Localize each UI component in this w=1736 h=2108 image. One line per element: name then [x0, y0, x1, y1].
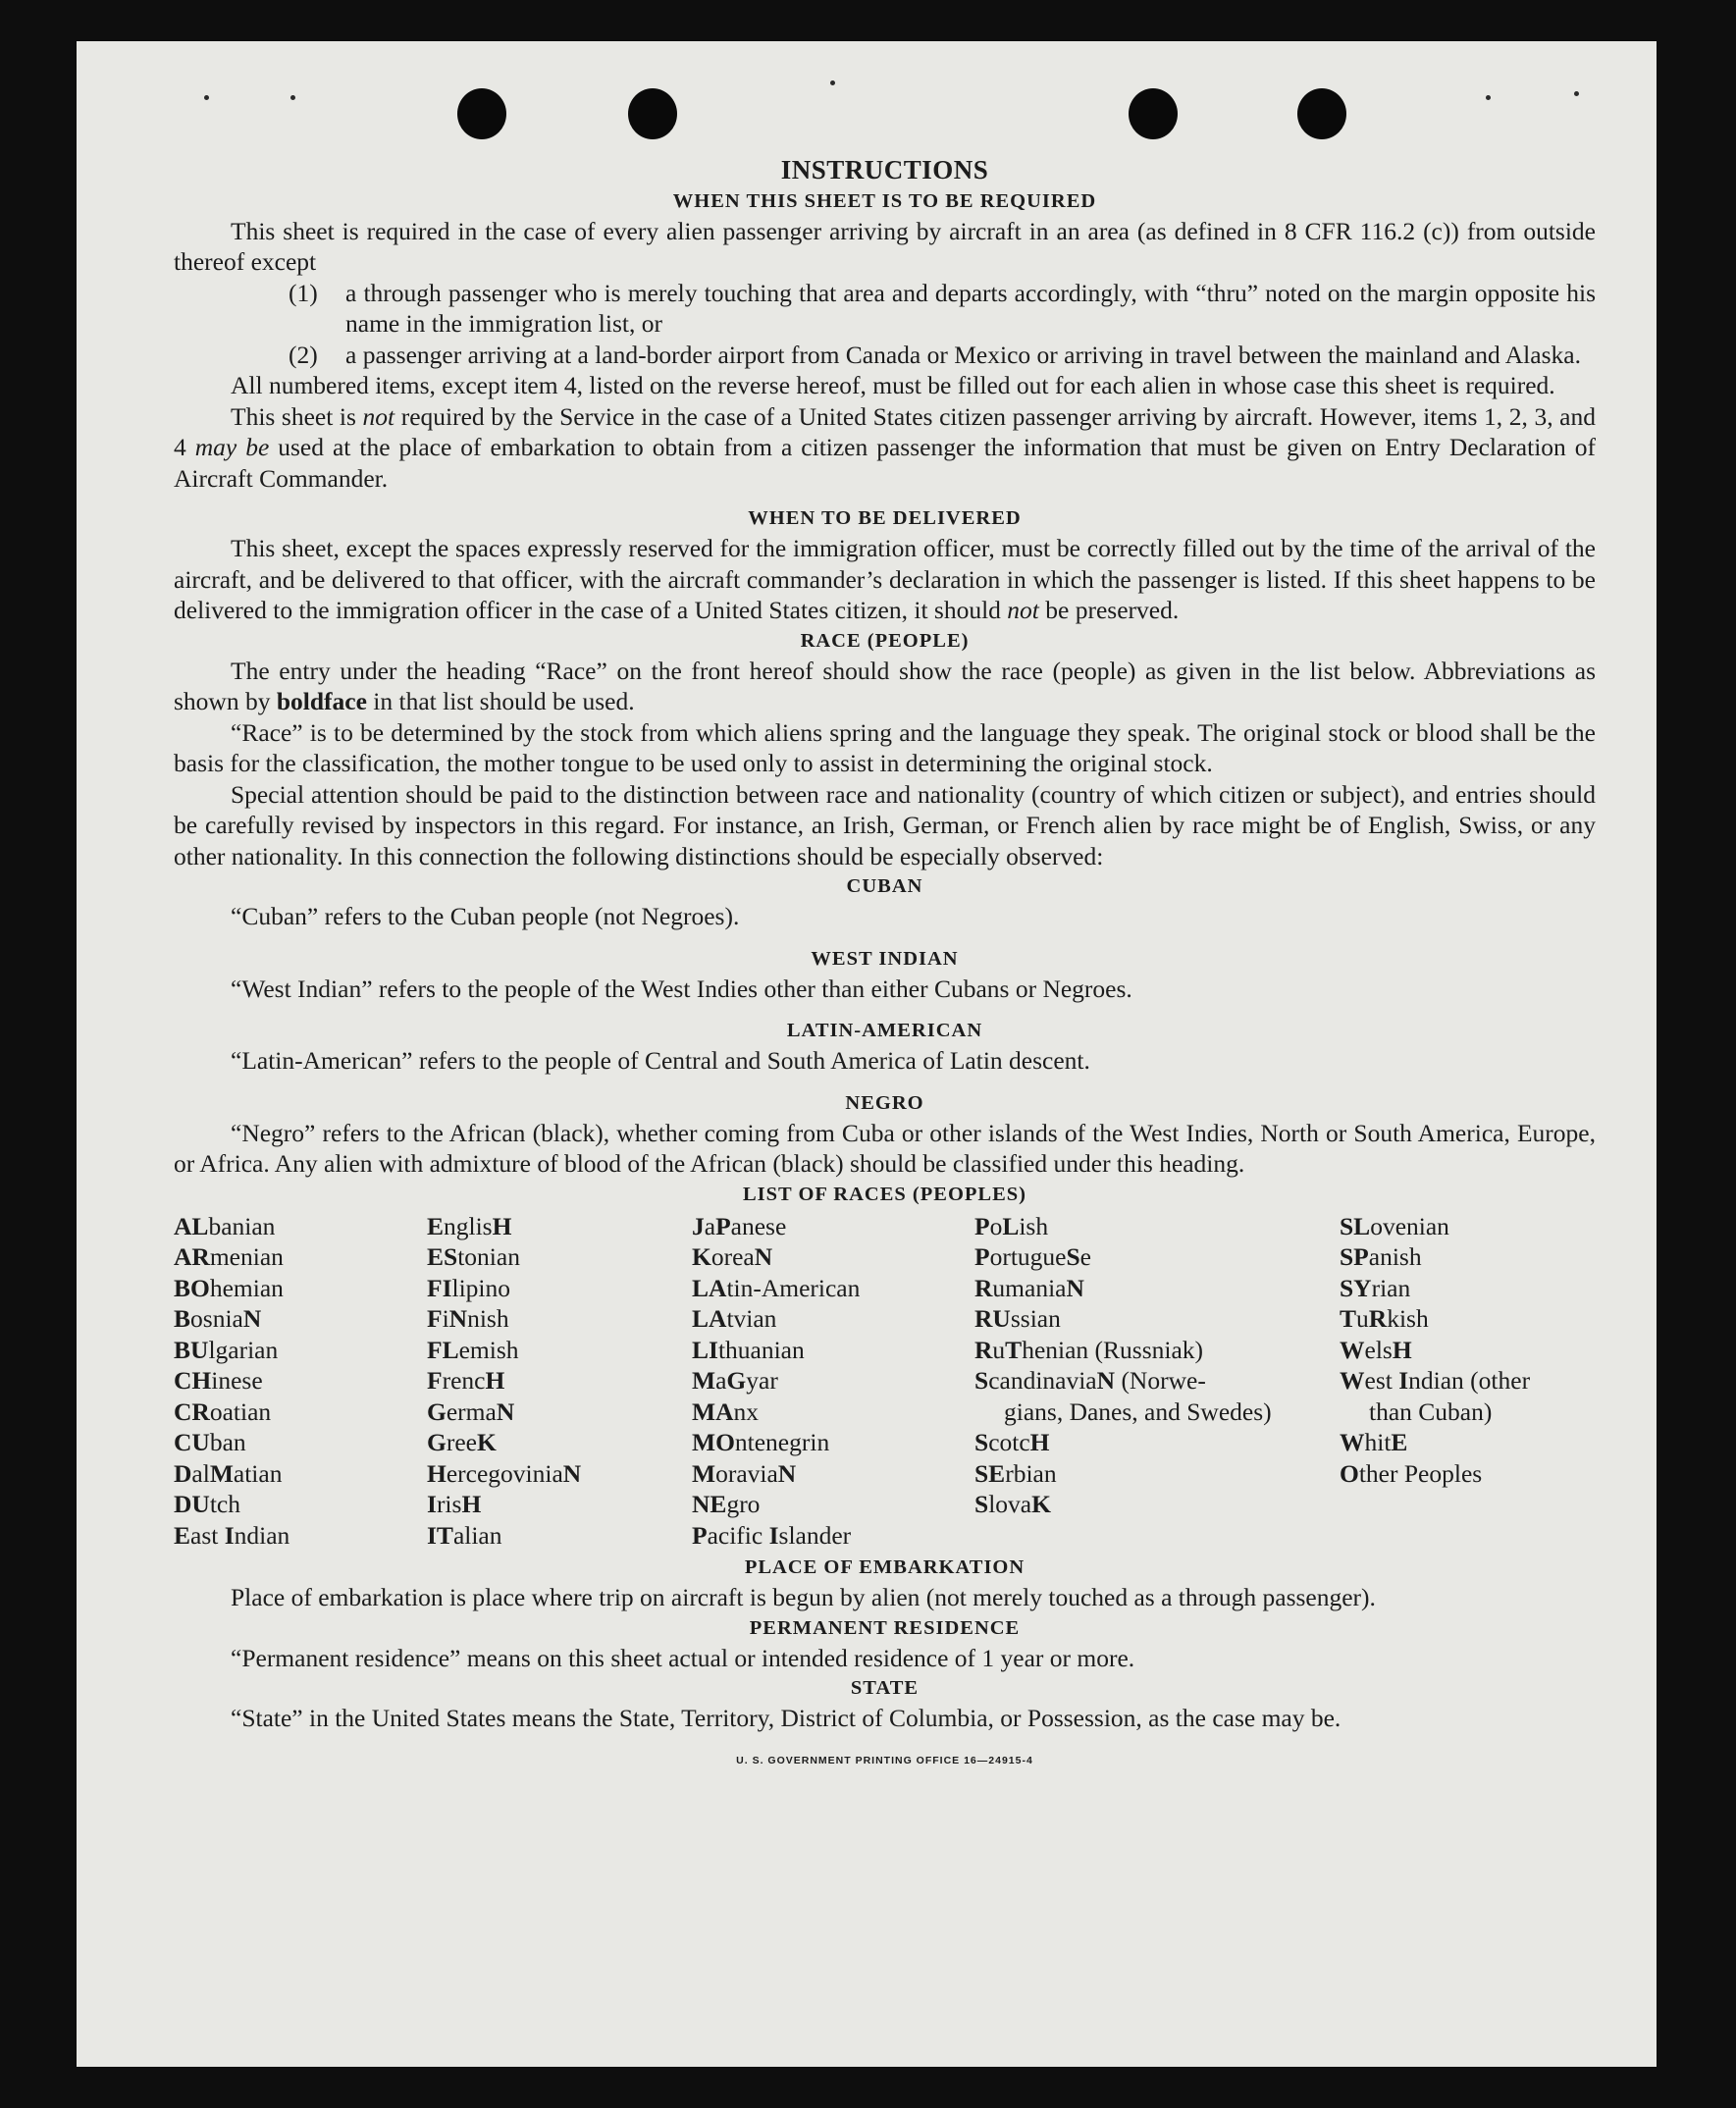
race-column [427, 1211, 692, 1552]
race-entry: NEgro [692, 1490, 761, 1518]
race-entry: ScandinaviaN (Norwe- gians, Danes, and Swedes) [974, 1366, 1272, 1426]
race-entry: PortugueSe [974, 1242, 1091, 1271]
race-column [174, 1211, 427, 1552]
instructions-body [174, 116, 1596, 1776]
race-entry: JaPanese [692, 1211, 787, 1240]
section-heading: NEGRO [845, 1091, 924, 1114]
race-entry: FLemish [427, 1335, 519, 1364]
paragraph: Place of embarkation is place where trip on aircraft is begun by alien (not merely touched as a through passenger). [231, 1583, 1376, 1611]
paragraph: “Permanent residence” means on this sheet actual or intended residence of 1 year or more. [231, 1643, 1135, 1672]
race-entry: EStonian [427, 1242, 520, 1271]
speck-mark [1574, 91, 1579, 96]
speck-mark [290, 95, 295, 100]
race-list [174, 1211, 1596, 1552]
race-entry: KoreaN [692, 1242, 773, 1271]
speck-mark [1486, 95, 1491, 100]
race-entry: Other Peoples [1340, 1458, 1483, 1488]
race-entry: LAtvian [692, 1304, 777, 1333]
race-entry: DUtch [174, 1490, 240, 1518]
item-number: (2) [289, 340, 318, 369]
paragraph: This sheet is required in the case of every alien passenger arriving by aircraft in an area (as defined in 8 CFR 116.2 (c)) from outside thereof except [174, 216, 1596, 276]
paragraph: This sheet, except the spaces expressly reserved for the immigration officer, must be correctly filled out by the time of the arrival of the aircraft, and be delivered to that officer, with the aircraft commander’s declaration in which the passenger is listed. If this sheet happens to be delivered to the immigration officer in the case of a United States citizen, it should not be preserved. [174, 534, 1596, 624]
document-page [77, 41, 1657, 2067]
race-entry: West Indian (other than Cuban) [1340, 1366, 1531, 1426]
race-column [974, 1211, 1340, 1552]
paragraph: Special attention should be paid to the distinction between race and nationality (country of which citizen or subject), and entries should be carefully revised by inspectors in this regard. For instance, an Irish, German, or French alien by race might be of English, Swiss, or any other nationality. In this connection the following distinctions should be especially observed: [174, 779, 1596, 870]
section-heading: PLACE OF EMBARKATION [744, 1556, 1026, 1578]
race-entry: LAtin-American [692, 1273, 861, 1302]
race-entry: PoLish [974, 1211, 1049, 1240]
race-entry: MaGyar [692, 1366, 778, 1395]
section-heading: WEST INDIAN [811, 947, 959, 970]
race-entry: MOntenegrin [692, 1428, 830, 1456]
paragraph: “Latin-American” refers to the people of Central and South America of Latin descent. [231, 1046, 1090, 1075]
race-entry: BOhemian [174, 1273, 284, 1302]
race-entry: CHinese [174, 1366, 263, 1395]
race-entry: SYrian [1340, 1273, 1411, 1302]
item-text: a through passenger who is merely touching that area and departs accordingly, with “thru” noted on the margin opposite his name in the immigration list, or [345, 278, 1596, 338]
paragraph: “State” in the United States means the State, Territory, District of Columbia, or Possession, as the case may be. [231, 1704, 1341, 1732]
race-entry: GermaN [427, 1397, 515, 1426]
race-entry: FrencH [427, 1366, 505, 1395]
paragraph: All numbered items, except item 4, listed on the reverse hereof, must be filled out for each alien in whose case this sheet is required. [231, 371, 1555, 399]
section-heading: RACE (PEOPLE) [800, 629, 970, 652]
race-entry: CUban [174, 1428, 246, 1456]
race-entry: ScotcH [974, 1428, 1050, 1456]
race-entry: WhitE [1340, 1428, 1408, 1456]
speck-mark [204, 95, 209, 100]
section-heading: WHEN TO BE DELIVERED [748, 507, 1022, 529]
race-entry: BosniaN [174, 1304, 262, 1333]
race-entry: HercegoviniaN [427, 1458, 582, 1488]
race-entry: TuRkish [1340, 1304, 1429, 1333]
item-text: a passenger arriving at a land-border airport from Canada or Mexico or arriving in travel between the mainland and Alaska. [345, 340, 1581, 369]
enumerated-item [174, 278, 1596, 340]
paragraph: “Cuban” refers to the Cuban people (not Negroes). [231, 902, 740, 930]
race-entry: CRoatian [174, 1397, 272, 1426]
race-entry: FiNnish [427, 1304, 509, 1333]
race-entry: RumaniaN [974, 1273, 1084, 1302]
race-entry: EnglisH [427, 1211, 512, 1240]
item-number: (1) [289, 278, 318, 307]
page-title: INSTRUCTIONS [780, 155, 989, 184]
section-heading: CUBAN [846, 875, 923, 897]
paragraph: This sheet is not required by the Service in the case of a United States citizen passenger arriving by aircraft. However, items 1, 2, 3, and 4 may be used at the place of embarkation to obtain from a citizen passenger the information that must be given on Entry Declaration of Aircraft Commander. [174, 401, 1596, 493]
section-heading: PERMANENT RESIDENCE [749, 1616, 1021, 1639]
race-entry: East Indian [174, 1520, 290, 1550]
paragraph: “West Indian” refers to the people of the West Indies other than either Cubans or Negroes. [231, 974, 1132, 1003]
race-entry: WelsH [1340, 1335, 1412, 1364]
paragraph: “Negro” refers to the African (black), whether coming from Cuba or other islands of the West Indies, North or South America, Europe, or Africa. Any alien with admixture of blood of the African (black) should be classified under this heading. [174, 1118, 1596, 1178]
race-entry: DalMatian [174, 1458, 283, 1488]
race-entry: Pacific Islander [692, 1520, 852, 1550]
race-entry: RuThenian (Russniak) [974, 1335, 1204, 1364]
race-entry: FIlipino [427, 1273, 511, 1302]
race-entry: RUssian [974, 1304, 1061, 1333]
paragraph: The entry under the heading “Race” on the front hereof should show the race (people) as given in the list below. Abbreviations as shown by boldface in that list should be used. [174, 656, 1596, 715]
race-column [692, 1211, 974, 1552]
paragraph: “Race” is to be determined by the stock from which aliens spring and the language they speak. The original stock or blood shall be the basis for the classification, the mother tongue to be used only to assist in determining the original stock. [174, 717, 1596, 777]
section-heading: WHEN THIS SHEET IS TO BE REQUIRED [672, 189, 1097, 212]
race-entry: MoraviaN [692, 1458, 797, 1488]
printer-imprint: U. S. GOVERNMENT PRINTING OFFICE 16—24915-4 [736, 1754, 1033, 1766]
race-entry: SlovaK [974, 1490, 1051, 1518]
enumerated-item [174, 340, 1596, 371]
race-column [1340, 1211, 1596, 1552]
section-heading: STATE [850, 1677, 920, 1699]
section-heading: LATIN-AMERICAN [786, 1020, 983, 1041]
race-entry: SErbian [974, 1458, 1057, 1488]
race-entry: SLovenian [1340, 1211, 1449, 1240]
race-entry: BUlgarian [174, 1335, 279, 1364]
race-entry: GreeK [427, 1428, 497, 1456]
race-entry: LIthuanian [692, 1335, 805, 1364]
race-entry: ALbanian [174, 1211, 276, 1240]
race-entry: SPanish [1340, 1242, 1422, 1271]
section-heading: LIST OF RACES (PEOPLES) [743, 1183, 1026, 1205]
race-entry: IrisH [427, 1490, 482, 1518]
race-entry: ARmenian [174, 1242, 284, 1271]
speck-mark [830, 80, 835, 85]
race-entry: ITalian [427, 1520, 502, 1550]
race-entry: MAnx [692, 1397, 759, 1426]
